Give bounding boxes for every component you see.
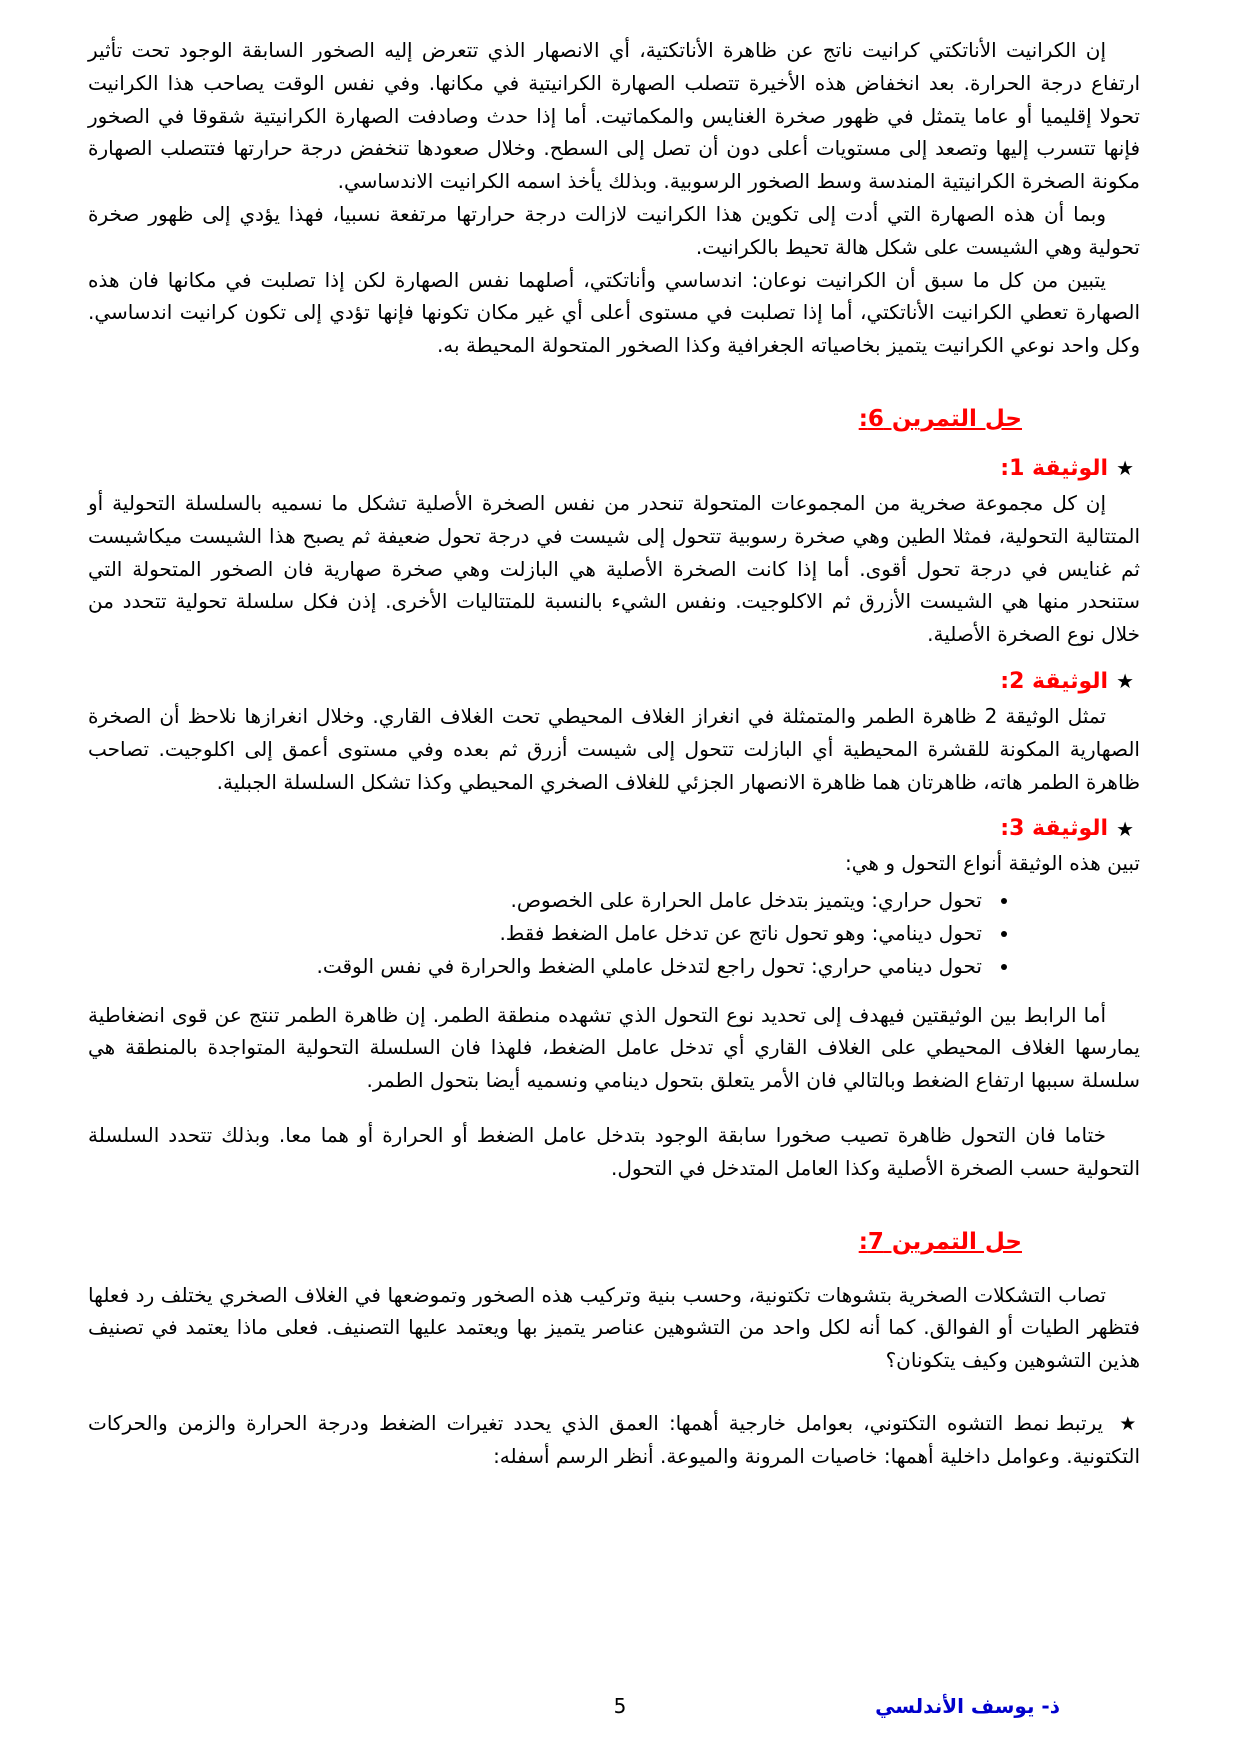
star-icon: ★ [1116,816,1134,841]
intro-paragraph-2: وبما أن هذه الصهارة التي أدت إلى تكوين هذا الكرانيت لازالت درجة حرارتها مرتفعة نسبيا، فهذا يؤدي إلى ظهور صخرة تحولية وهي الشيست على شكل هالة تحيط بالكرانيت. [88,201,1140,259]
list-item: • تحول دينامي حراري: تحول راجع لتدخل عاملي الضغط والحرارة في نفس الوقت. [88,950,988,983]
intro-paragraph-3: يتبين من كل ما سبق أن الكرانيت نوعان: اندساسي وأناتكتي، أصلهما نفس الصهارة لكن إذا تصلبت في مكانها فان هذه الصهارة تعطي الكرانيت الأناتكتي، أما إذا تصلبت في مستوى أعلى أي غير مكان تكونها فإنها تؤدي إلى تكون كرانيت اندساسي. وكل واحد نوعي الكرانيت يتميز بخاصياته الجغرافية وكذا الصخور المتحولة المحيطة به. [88,267,1140,358]
star-icon: ★ [1116,669,1134,694]
exercise-6-section [88,456,1140,1185]
list-item: • تحول حراري: ويتميز بتدخل عامل الحرارة على الخصوص. [88,884,988,917]
exercise-7-intro: تصاب التشكلات الصخرية بتشوهات تكتونية، وحسب بنية وتركيب هذه الصخور وتموضعها في الغلاف الصخري يختلف رد فعلها فتظهر الطيات أو الفوالق. كما أنه لكل واحد من التشوهين عناصر يتميز بها ويعتمد عليها التصنيف. فعلى ماذا يعتمد في تصنيف هذين التشوهين وكيف يتكونان؟ [88,1282,1140,1373]
document-1-heading [88,456,1134,481]
document-2-heading [88,669,1134,694]
star-icon: ★ [1119,1412,1140,1435]
document-3-heading [88,816,1134,841]
document-3-title: الوثيقة 3: [1000,816,1109,842]
exercise-6-heading: حل التمرين 6: [858,405,1022,432]
exercise-7-section [88,1279,1140,1473]
star-icon: ★ [1116,456,1134,481]
document-1-text: إن كل مجموعة صخرية من المجموعات المتحولة تنحدر من نفس الصخرة الأصلية تشكل ما نسميه بالسلسلة التحولية أو المتتالية التحولية، فمثلا الطين وهي صخرة رسوبية تتحول إلى شيست في درجة تحول ضعيفة ثم يصبح هذا الشيست ميكاشيست ثم غنايس في درجة تحول أقوى. أما إذا كانت الصخرة الأصلية هي البازلت وهي صخرة صهارية فان الصخور المتحولة التي ستنحدر منها هي الشيست الأزرق ثم الاكلوجيت. ونفس الشيء بالنسبة للمتتاليات الأخرى. إذن فكل سلسلة تحولية تتحدد من خلال نوع الصخرة الأصلية. [88,490,1140,647]
exercise-7-heading: حل التمرين 7: [858,1228,1022,1255]
intro-paragraph-1: إن الكرانيت الأناتكتي كرانيت ناتج عن ظاهرة الأناتكتية، أي الانصهار الذي تتعرض إليه الصخور السابقة الوجود تحت تأثير ارتفاع درجة الحرارة. بعد انخفاض هذه الأخيرة تتصلب الصهارة الكرانيتية في مكانها. وفي نفس الوقت يصاحب هذا الكرانيت تحولا إقليميا أو عاما يتمثل في ظهور صخرة الغنايس والمكماتيت. أما إذا حدث وصادفت الصهارة الكرانيتية شقوقا في الصخور فإنها تتسرب إليها وتصعد إلى مستويات أعلى دون أن تصل إلى السطح. وخلال صعودها تنخفض درجة حرارتها فتتصلب الصهارة مكونة الصخرة الكرانيتية المندسة وسط الصخور الرسوبية. وبذلك يأخذ اسمه الكرانيت الاندساسي. [88,38,1140,194]
exercise-6-conclusion: ختاما فان التحول ظاهرة تصيب صخورا سابقة الوجود بتدخل عامل الضغط أو الحرارة أو هما معا. وبذلك تتحدد السلسلة التحولية حسب الصخرة الأصلية وكذا العامل المتدخل في التحول. [88,1122,1140,1180]
metamorphism-types-list [88,884,1140,982]
footer-author: ذ- يوسف الأندلسي [875,1694,1060,1718]
document-1-title: الوثيقة 1: [1000,455,1109,481]
document-2-title: الوثيقة 2: [1000,668,1109,694]
document-3-intro: تبين هذه الوثيقة أنواع التحول و هي: [845,851,1140,876]
page-number: 5 [613,1694,627,1718]
exercise-7-answer [88,1407,1140,1473]
page-footer [0,1694,1240,1726]
exercise-7-answer-text: يرتبط نمط التشوه التكتوني، بعوامل خارجية أهمها: العمق الذي يحدد تغيرات الضغط ودرجة الحرارة والزمن والحركات التكتونية. وعوامل داخلية أهمها: خاصيات المرونة والميوعة. أنظر الرسم أسفله: [88,1410,1140,1469]
intro-section [88,34,1140,362]
documents-link-paragraph: أما الرابط بين الوثيقتين فيهدف إلى تحديد نوع التحول الذي تشهده منطقة الطمر. إن ظاهرة الطمر تنتج عن قوى انضغاطية يمارسها الغلاف المحيطي على الغلاف القاري أي تدخل عامل الضغط، فلهذا فان السلسلة التحولية المتواجدة بالمنطقة هي سلسلة سببها ارتفاع الضغط وبالتالي فان الأمر يتعلق بتحول دينامي ونسميه أيضا بتحول الطمر. [88,1002,1140,1093]
document-2-text: تمثل الوثيقة 2 ظاهرة الطمر والمتمثلة في انغراز الغلاف المحيطي تحت الغلاف القاري. وخلال انغرازها نلاحظ أن الصخرة الصهارية المكونة للقشرة المحيطية أي البازلت تتحول إلى شيست أزرق ثم بعده وفي مستوى أعمق إلى اكلوجيت. تصاحب ظاهرة الطمر هاته، ظاهرتان هما ظاهرة الانصهار الجزئي للغلاف الصخري المحيطي وكذا تشكل السلسلة الجبلية. [88,703,1140,794]
list-item: • تحول دينامي: وهو تحول ناتج عن تدخل عامل الضغط فقط. [88,917,988,950]
